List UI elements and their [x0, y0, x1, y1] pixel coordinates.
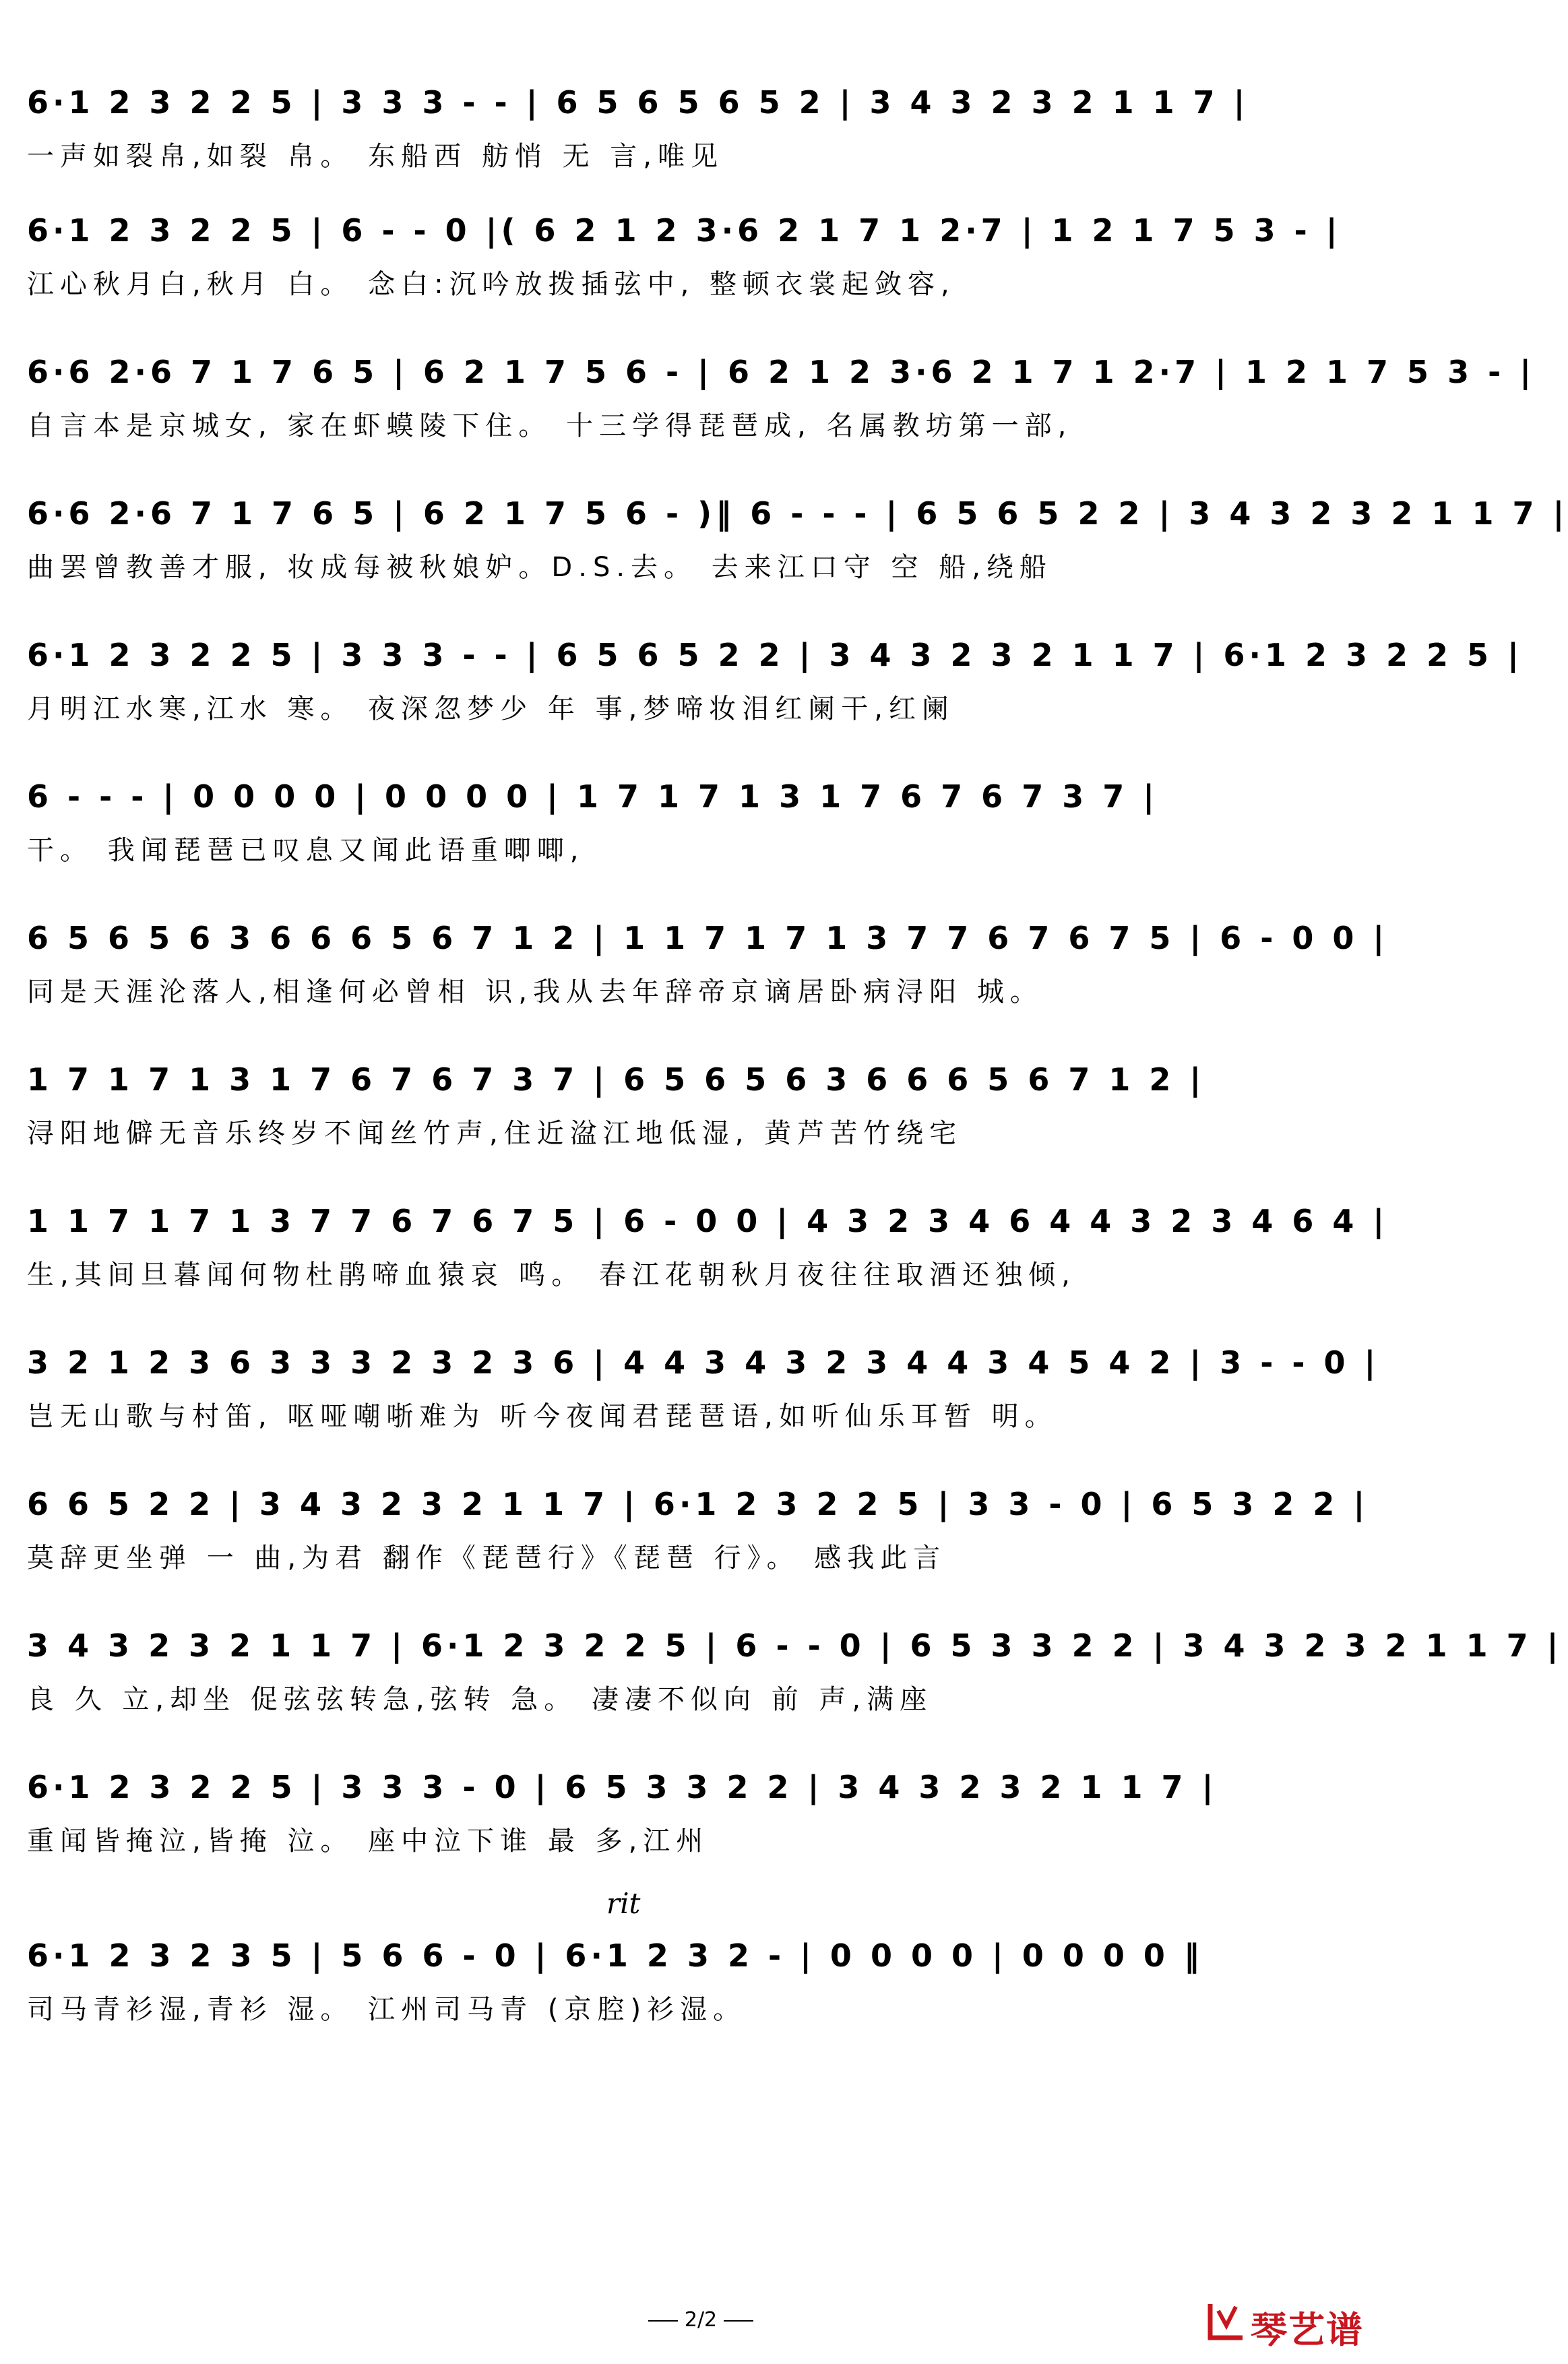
music-system-8	[27, 1051, 1368, 1149]
lyrics-line: 司马青衫湿,青衫 湿。 江州司马青 (京腔)衫湿。	[27, 1994, 747, 2025]
lyrics-line: 江心秋月白,秋月 白。 念白:沉吟放拨插弦中, 整顿衣裳起敛容,	[27, 269, 955, 300]
music-system-2	[27, 202, 1368, 300]
music-system-14	[27, 1927, 1368, 2025]
lyrics-line: 干。 我闻琵琶已叹息又闻此语重唧唧,	[27, 835, 585, 866]
lyrics-line: 良 久 立,却坐 促弦弦转急,弦转 急。 凄凄不似向 前 声,满座	[27, 1684, 933, 1715]
brand-logo	[1206, 2295, 1381, 2349]
notation-line: 6 5 6 5 6 3 6 6 6 5 6 7 1 2 | 1 1 7 1 7 1 3 7 7 6 7 6 7 5 | 6 - 0 0 |	[27, 920, 1389, 956]
music-system-10	[27, 1334, 1380, 1432]
lyrics-line: 一声如裂帛,如裂 帛。 东船西 舫悄 无 言,唯见	[27, 141, 724, 172]
rit-marking: rit	[606, 1887, 641, 1920]
notation-line: 6 - - - | 0 0 0 0 | 0 0 0 0 | 1 7 1 7 1 3 1 7 6 7 6 7 3 7 |	[27, 778, 1159, 815]
lyrics-line: 同是天涯沦落人,相逢何必曾相 识,我从去年辞帝京谪居卧病浔阳 城。	[27, 976, 1043, 1007]
music-system-6	[27, 768, 1368, 866]
notation-line: 6·6 2·6 7 1 7 6 5 | 6 2 1 7 5 6 - )‖ 6 - - - | 6 5 6 5 2 2 | 3 4 3 2 3 2 1 1 7 |	[27, 495, 1568, 532]
music-system-12	[27, 1617, 1563, 1715]
notation-line: 6·1 2 3 2 2 5 | 3 3 3 - 0 | 6 5 3 3 2 2 | 3 4 3 2 3 2 1 1 7 |	[27, 1769, 1218, 1805]
lyrics-line: 月明江水寒,江水 寒。 夜深忽梦少 年 事,梦啼妆泪红阑干,红阑	[27, 693, 955, 724]
notation-line: 3 2 1 2 3 6 3 3 3 2 3 2 3 6 | 4 4 3 4 3 2 3 4 4 3 4 5 4 2 | 3 - - 0 |	[27, 1344, 1380, 1381]
lyrics-line: 岂无山歌与村笛, 呕哑嘲哳难为 听今夜闻君琵琶语,如听仙乐耳暂 明。	[27, 1401, 1058, 1432]
music-system-5	[27, 627, 1523, 724]
lyrics-line: 曲罢曾教善才服, 妆成每被秋娘妒。D.S.去。 去来江口守 空 船,绕船	[27, 552, 1053, 583]
notation-line: 6 6 5 2 2 | 3 4 3 2 3 2 1 1 7 | 6·1 2 3 2 2 5 | 3 3 - 0 | 6 5 3 2 2 |	[27, 1486, 1369, 1522]
brand-name: 琴艺谱	[1251, 2309, 1364, 2351]
notation-line: 1 7 1 7 1 3 1 7 6 7 6 7 3 7 | 6 5 6 5 6 3 6 6 6 5 6 7 1 2 |	[27, 1061, 1205, 1098]
brand-logo-icon	[1206, 2299, 1247, 2343]
page-number: 2/2	[633, 2308, 768, 2332]
music-system-7	[27, 910, 1389, 1007]
notation-line: 3 4 3 2 3 2 1 1 7 | 6·1 2 3 2 2 5 | 6 - - 0 | 6 5 3 3 2 2 | 3 4 3 2 3 2 1 1 7 |	[27, 1627, 1563, 1664]
notation-line: 1 1 7 1 7 1 3 7 7 6 7 6 7 5 | 6 - 0 0 | 4 3 2 3 4 6 4 4 3 2 3 4 6 4 |	[27, 1203, 1389, 1239]
notation-line: 6·1 2 3 2 2 5 | 3 3 3 - - | 6 5 6 5 2 2 | 3 4 3 2 3 2 1 1 7 | 6·1 2 3 2 2 5 |	[27, 637, 1523, 673]
music-system-9	[27, 1193, 1389, 1290]
lyrics-line: 生,其间旦暮闻何物杜鹃啼血猿哀 鸣。 春江花朝秋月夜往往取酒还独倾,	[27, 1259, 1076, 1290]
music-system-11	[27, 1476, 1369, 1574]
music-system-1	[27, 74, 1368, 172]
notation-line: 6·6 2·6 7 1 7 6 5 | 6 2 1 7 5 6 - | 6 2 1 2 3·6 2 1 7 1 2·7 | 1 2 1 7 5 3 - |	[27, 354, 1536, 390]
music-system-4	[27, 485, 1568, 583]
lyrics-line: 自言本是京城女, 家在虾蟆陵下住。 十三学得琵琶成, 名属教坊第一部,	[27, 410, 1073, 441]
notation-line: 6·1 2 3 2 2 5 | 6 - - 0 |( 6 2 1 2 3·6 2 1 7 1 2·7 | 1 2 1 7 5 3 - |	[27, 212, 1342, 249]
lyrics-line: 莫辞更坐弹 一 曲,为君 翻作《琵琶行》《琵琶 行》。 感我此言	[27, 1543, 947, 1574]
lyrics-line: 重闻皆掩泣,皆掩 泣。 座中泣下谁 最 多,江州	[27, 1826, 710, 1857]
music-system-3	[27, 344, 1536, 441]
notation-line: 6·1 2 3 2 3 5 | 5 6 6 - 0 | 6·1 2 3 2 - | 0 0 0 0 | 0 0 0 0 ‖	[27, 1937, 1203, 1974]
notation-line: 6·1 2 3 2 2 5 | 3 3 3 - - | 6 5 6 5 6 5 2 | 3 4 3 2 3 2 1 1 7 |	[27, 84, 1249, 121]
lyrics-line: 浔阳地僻无音乐终岁不闻丝竹声,住近湓江地低湿, 黄芦苦竹绕宅	[27, 1118, 963, 1149]
music-system-13	[27, 1759, 1368, 1857]
